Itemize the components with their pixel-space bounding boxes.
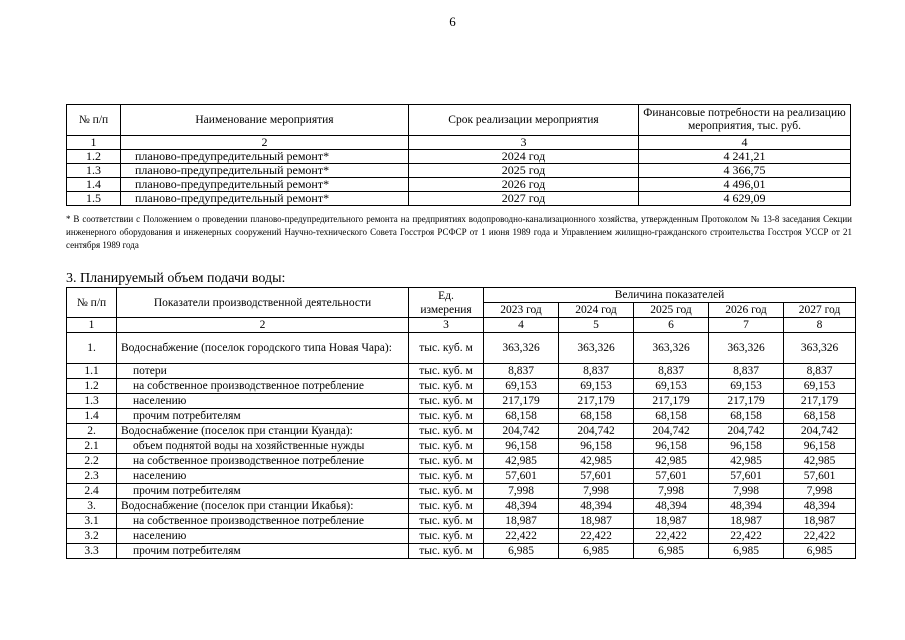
header-cell: Срок реализации мероприятия (409, 105, 639, 136)
value-cell: 96,158 (559, 439, 634, 454)
amount: 4 366,75 (639, 164, 851, 178)
col-number: 3 (409, 136, 639, 150)
table-row (67, 394, 856, 409)
table-row (67, 379, 856, 394)
col-number: 4 (484, 318, 559, 333)
value-cell: 204,742 (559, 424, 634, 439)
row-number: 3.2 (67, 529, 117, 544)
value-cell: 96,158 (484, 439, 559, 454)
value-cell: 6,985 (559, 544, 634, 559)
value-cell: 18,987 (784, 514, 856, 529)
row-number: 1.4 (67, 409, 117, 424)
value-cell: 204,742 (484, 424, 559, 439)
row-number: 2.3 (67, 469, 117, 484)
indicator-name: населению (117, 394, 409, 409)
water-supply-rows (67, 333, 856, 559)
value-cell: 57,601 (709, 469, 784, 484)
value-cell: 68,158 (784, 409, 856, 424)
row-number: 1.3 (67, 164, 121, 178)
value-cell: 57,601 (484, 469, 559, 484)
unit: тыс. куб. м (409, 409, 484, 424)
value-cell: 7,998 (484, 484, 559, 499)
year-cell: 2025 год (634, 303, 709, 318)
period: 2026 год (409, 178, 639, 192)
value-cell: 8,837 (634, 364, 709, 379)
column-number-row (67, 318, 856, 333)
indicator-name: населению (117, 469, 409, 484)
header-indicator: Показатели производственной деятельности (117, 288, 409, 318)
value-cell: 204,742 (784, 424, 856, 439)
measure-name: планово-предупредительный ремонт* (121, 150, 409, 164)
row-number: 2.2 (67, 454, 117, 469)
table-row (67, 484, 856, 499)
value-cell: 217,179 (709, 394, 784, 409)
indicator-name: Водоснабжение (поселок при станции Куанда): (117, 424, 409, 439)
row-number: 3.3 (67, 544, 117, 559)
value-cell: 57,601 (559, 469, 634, 484)
value-cell: 8,837 (559, 364, 634, 379)
value-cell: 57,601 (784, 469, 856, 484)
col-number: 4 (639, 136, 851, 150)
table-row (67, 439, 856, 454)
value-cell: 57,601 (634, 469, 709, 484)
table-row (67, 178, 851, 192)
row-number: 1.2 (67, 379, 117, 394)
value-cell: 96,158 (709, 439, 784, 454)
amount: 4 496,01 (639, 178, 851, 192)
value-cell: 7,998 (559, 484, 634, 499)
value-cell: 68,158 (484, 409, 559, 424)
unit: тыс. куб. м (409, 454, 484, 469)
indicator-name: населению (117, 529, 409, 544)
value-cell: 22,422 (709, 529, 784, 544)
col-number: 2 (117, 318, 409, 333)
value-cell: 48,394 (484, 499, 559, 514)
col-number: 1 (67, 136, 121, 150)
value-cell: 8,837 (709, 364, 784, 379)
row-number: 1.4 (67, 178, 121, 192)
indicator-name: на собственное производственное потребление (117, 379, 409, 394)
column-number-row (67, 136, 851, 150)
value-cell: 8,837 (484, 364, 559, 379)
header-cell: Финансовые потребности на реализацию мероприятия, тыс. руб. (639, 105, 851, 136)
value-cell: 42,985 (634, 454, 709, 469)
indicator-name: прочим потребителям (117, 409, 409, 424)
row-number: 3.1 (67, 514, 117, 529)
row-number: 2. (67, 424, 117, 439)
value-cell: 204,742 (709, 424, 784, 439)
unit: тыс. куб. м (409, 484, 484, 499)
value-cell: 6,985 (484, 544, 559, 559)
year-cell: 2023 год (484, 303, 559, 318)
value-cell: 363,326 (709, 333, 784, 364)
value-cell: 6,985 (784, 544, 856, 559)
col-number: 1 (67, 318, 117, 333)
indicator-name: на собственное производственное потребление (117, 514, 409, 529)
header-num: № п/п (67, 288, 117, 318)
financial-needs-table (66, 104, 851, 206)
row-number: 1.2 (67, 150, 121, 164)
value-cell: 68,158 (559, 409, 634, 424)
indicator-name: прочим потребителям (117, 484, 409, 499)
table-row (67, 150, 851, 164)
header-cell: № п/п (67, 105, 121, 136)
amount: 4 241,21 (639, 150, 851, 164)
table-row (67, 409, 856, 424)
year-cell: 2024 год (559, 303, 634, 318)
value-cell: 69,153 (559, 379, 634, 394)
value-cell: 363,326 (559, 333, 634, 364)
measure-name: планово-предупредительный ремонт* (121, 164, 409, 178)
table-row (67, 499, 856, 514)
header-cell: Наименование мероприятия (121, 105, 409, 136)
value-cell: 8,837 (784, 364, 856, 379)
value-cell: 363,326 (784, 333, 856, 364)
value-cell: 22,422 (484, 529, 559, 544)
value-cell: 22,422 (784, 529, 856, 544)
value-cell: 217,179 (784, 394, 856, 409)
value-cell: 217,179 (484, 394, 559, 409)
row-number: 1. (67, 333, 117, 364)
col-number: 7 (709, 318, 784, 333)
indicator-name: прочим потребителям (117, 544, 409, 559)
value-cell: 69,153 (784, 379, 856, 394)
value-cell: 48,394 (784, 499, 856, 514)
col-number: 2 (121, 136, 409, 150)
value-cell: 42,985 (484, 454, 559, 469)
col-number: 6 (634, 318, 709, 333)
value-cell: 68,158 (709, 409, 784, 424)
value-cell: 18,987 (634, 514, 709, 529)
value-cell: 18,987 (484, 514, 559, 529)
year-cell: 2026 год (709, 303, 784, 318)
value-cell: 68,158 (634, 409, 709, 424)
table-row (67, 364, 856, 379)
value-cell: 7,998 (634, 484, 709, 499)
page-number: 6 (449, 14, 456, 29)
value-cell: 69,153 (484, 379, 559, 394)
row-number: 1.5 (67, 192, 121, 206)
unit: тыс. куб. м (409, 544, 484, 559)
unit: тыс. куб. м (409, 469, 484, 484)
period: 2024 год (409, 150, 639, 164)
header-unit: Ед. измерения (409, 288, 484, 318)
value-cell: 22,422 (559, 529, 634, 544)
table-row (67, 333, 856, 364)
value-cell: 48,394 (709, 499, 784, 514)
period: 2027 год (409, 192, 639, 206)
col-number: 8 (784, 318, 856, 333)
value-cell: 7,998 (784, 484, 856, 499)
indicator-name: потери (117, 364, 409, 379)
value-cell: 6,985 (709, 544, 784, 559)
table-header-row (67, 105, 851, 136)
value-cell: 217,179 (559, 394, 634, 409)
row-number: 1.3 (67, 394, 117, 409)
value-cell: 48,394 (559, 499, 634, 514)
table-row (67, 192, 851, 206)
value-cell: 42,985 (784, 454, 856, 469)
col-number: 5 (559, 318, 634, 333)
header-values: Величина показателей (484, 288, 856, 303)
indicator-name: Водоснабжение (поселок при станции Икабья): (117, 499, 409, 514)
row-number: 2.4 (67, 484, 117, 499)
amount: 4 629,09 (639, 192, 851, 206)
unit: тыс. куб. м (409, 364, 484, 379)
table-header-row (67, 288, 856, 303)
value-cell: 69,153 (709, 379, 784, 394)
value-cell: 363,326 (484, 333, 559, 364)
value-cell: 18,987 (559, 514, 634, 529)
table-row (67, 424, 856, 439)
value-cell: 217,179 (634, 394, 709, 409)
row-number: 1.1 (67, 364, 117, 379)
unit: тыс. куб. м (409, 394, 484, 409)
water-supply-table (66, 287, 856, 559)
value-cell: 18,987 (709, 514, 784, 529)
footnote: * В соответствии с Положением о проведении планово-предупредительного ремонта на предприятиях водопроводно-канализационного хозяйства, утвержденным Протоколом № 13-8 заседания Секции инженерного оборудования и инженерных сооружений Научно-технического Совета Госстроя РСФСР от 1 июня 1989 года и Управлением жилищно-гражданского строительства Госстроя УССР от 21 сентября 1989 года (66, 214, 852, 250)
year-cell: 2027 год (784, 303, 856, 318)
table-row (67, 469, 856, 484)
unit: тыс. куб. м (409, 529, 484, 544)
row-number: 3. (67, 499, 117, 514)
measure-name: планово-предупредительный ремонт* (121, 192, 409, 206)
value-cell: 69,153 (634, 379, 709, 394)
unit: тыс. куб. м (409, 439, 484, 454)
value-cell: 96,158 (784, 439, 856, 454)
value-cell: 6,985 (634, 544, 709, 559)
table-row (67, 164, 851, 178)
value-cell: 22,422 (634, 529, 709, 544)
value-cell: 48,394 (634, 499, 709, 514)
table-row (67, 529, 856, 544)
indicator-name: на собственное производственное потребление (117, 454, 409, 469)
unit: тыс. куб. м (409, 499, 484, 514)
col-number: 3 (409, 318, 484, 333)
value-cell: 7,998 (709, 484, 784, 499)
table-row (67, 454, 856, 469)
value-cell: 42,985 (559, 454, 634, 469)
measure-name: планово-предупредительный ремонт* (121, 178, 409, 192)
unit: тыс. куб. м (409, 333, 484, 364)
unit: тыс. куб. м (409, 514, 484, 529)
unit: тыс. куб. м (409, 379, 484, 394)
period: 2025 год (409, 164, 639, 178)
value-cell: 42,985 (709, 454, 784, 469)
table-row (67, 514, 856, 529)
value-cell: 96,158 (634, 439, 709, 454)
table-row (67, 544, 856, 559)
indicator-name: Водоснабжение (поселок городского типа Новая Чара): (117, 333, 409, 364)
section-title: 3. Планируемый объем подачи воды: (66, 271, 286, 286)
value-cell: 204,742 (634, 424, 709, 439)
indicator-name: объем поднятой воды на хозяйственные нужды (117, 439, 409, 454)
row-number: 2.1 (67, 439, 117, 454)
unit: тыс. куб. м (409, 424, 484, 439)
value-cell: 363,326 (634, 333, 709, 364)
